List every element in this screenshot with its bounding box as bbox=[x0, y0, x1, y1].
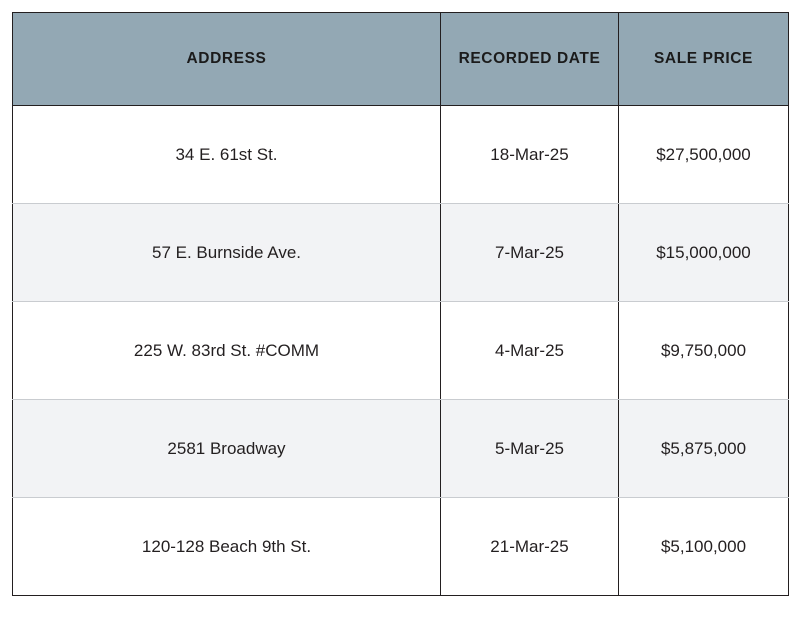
table-row bbox=[13, 400, 789, 498]
cell-sale-price: $5,100,000 bbox=[619, 498, 789, 596]
cell-recorded-date: 4-Mar-25 bbox=[441, 302, 619, 400]
column-header-recorded-date: RECORDED DATE bbox=[441, 13, 619, 106]
table-row bbox=[13, 106, 789, 204]
cell-recorded-date: 18-Mar-25 bbox=[441, 106, 619, 204]
column-header-address: ADDRESS bbox=[13, 13, 441, 106]
cell-recorded-date: 21-Mar-25 bbox=[441, 498, 619, 596]
column-header-sale-price: SALE PRICE bbox=[619, 13, 789, 106]
cell-sale-price: $15,000,000 bbox=[619, 204, 789, 302]
header-row bbox=[13, 13, 789, 106]
cell-address: 34 E. 61st St. bbox=[13, 106, 441, 204]
cell-address: 225 W. 83rd St. #COMM bbox=[13, 302, 441, 400]
cell-address: 2581 Broadway bbox=[13, 400, 441, 498]
cell-address: 120-128 Beach 9th St. bbox=[13, 498, 441, 596]
cell-sale-price: $9,750,000 bbox=[619, 302, 789, 400]
property-sales-table bbox=[12, 12, 789, 596]
table-header bbox=[13, 13, 789, 106]
cell-recorded-date: 7-Mar-25 bbox=[441, 204, 619, 302]
cell-sale-price: $5,875,000 bbox=[619, 400, 789, 498]
cell-address: 57 E. Burnside Ave. bbox=[13, 204, 441, 302]
table-body bbox=[13, 106, 789, 596]
cell-recorded-date: 5-Mar-25 bbox=[441, 400, 619, 498]
table-row bbox=[13, 498, 789, 596]
table-row bbox=[13, 302, 789, 400]
table-row bbox=[13, 204, 789, 302]
cell-sale-price: $27,500,000 bbox=[619, 106, 789, 204]
